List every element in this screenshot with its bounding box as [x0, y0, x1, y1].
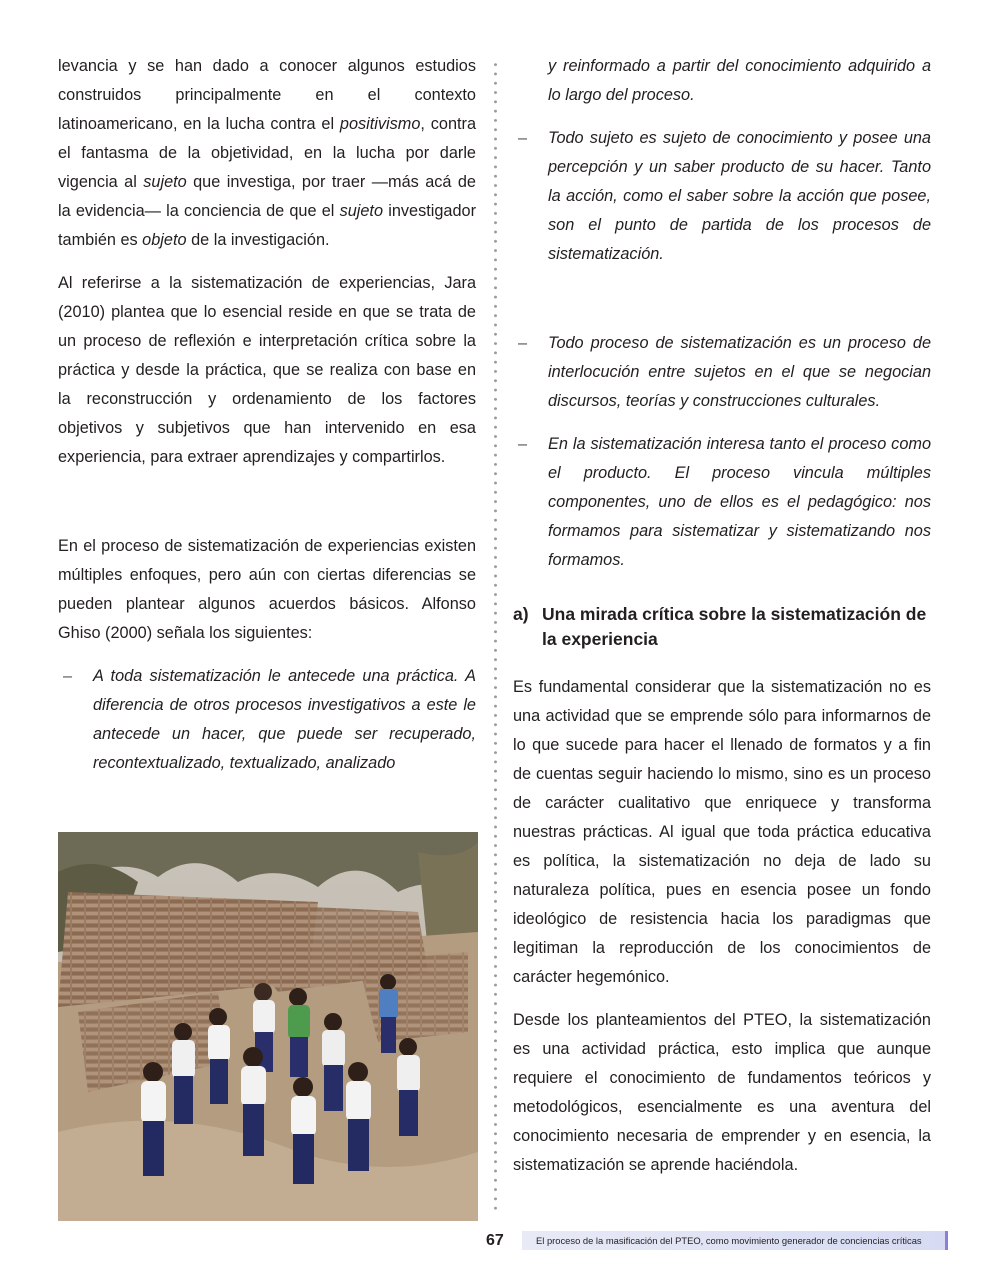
list-item: – A toda sistematización le antecede una práctica. A diferencia de otros procesos investigativos a este le antecede un hacer, que puede ser recuperado, recontextualizado, textualizado, analizado — [58, 662, 476, 778]
bullet-dash: – — [518, 129, 528, 147]
section-marker: a) — [513, 604, 529, 624]
column-divider — [494, 60, 497, 1210]
list-item: – Todo sujeto es sujeto de conocimiento y posee una percepción y un saber producto de su hacer. Tanto la acción, como el saber sobre la acción que posee, son el punto de partida de los procesos de sistematización. — [513, 124, 931, 269]
list-item: – Todo proceso de sistematización es un proceso de interlocución entre sujetos en el que se negocian discursos, teorías y construcciones culturales. — [513, 329, 931, 416]
bullet-dash: – — [518, 435, 528, 453]
paragraph: levancia y se han dado a conocer algunos estudios construidos principalmente en el contexto latinoamericano, en la lucha contra el positivismo, contra el fantasma de la objetividad, en la lucha por darle vigencia al sujeto que investiga, por traer —más acá de la evidencia— la conciencia de que el sujeto investigador también es objeto de la investigación. — [58, 57, 476, 249]
bullet-dash: – — [63, 667, 73, 685]
running-footer: El proceso de la masificación del PTEO, como movimiento generador de conciencias críticas — [522, 1231, 948, 1250]
paragraph: Desde los planteamientos del PTEO, la sistematización es una actividad práctica, esto implica que aunque requiere el conocimiento de fundamentos teóricos y metodológicos, esencialmente es una aventura del conocimiento necesaria de emprender y en esencia, la sistematización se aprende haciéndola. — [513, 1011, 931, 1174]
paragraph: Es fundamental considerar que la sistematización no es una actividad que se emprende sólo para informarnos de lo que sucede para hacer el llenado de formatos y a fin de cuentas seguir haciendo lo mismo, sino es un proceso de carácter cualitativo que enriquece y transforma nuestras prácticas. Al igual que toda práctica educativa es política, la sistematización no deja de lado su naturaleza política, pues en esencia posee un fondo ideológico de resistencia hacia los paradigmas que legitiman la reproducción de los conocimientos de carácter hegemónico. — [513, 678, 931, 986]
page-number: 67 — [486, 1232, 504, 1249]
list-item-continuation: y reinformado a partir del conocimiento adquirido a lo largo del proceso. — [548, 57, 931, 104]
section-heading: a) Una mirada crítica sobre la sistematización de la experiencia — [513, 604, 927, 649]
field-photo — [58, 832, 478, 1221]
list-item: – En la sistematización interesa tanto el proceso como el producto. El proceso vincula múltiples componentes, uno de ellos es el pedagógico: nos formamos para sistematizar y sistematizando nos formamos. — [513, 430, 931, 575]
left-column — [58, 52, 476, 778]
bullet-dash: – — [518, 334, 528, 352]
paragraph: Al referirse a la sistematización de experiencias, Jara (2010) plantea que lo esencial reside en que se trata de un proceso de reflexión e interpretación crítica sobre la práctica y desde la práctica, que se realiza con base en la reconstrucción y ordenamiento de los factores objetivos y subjetivos que han intervenido en esa experiencia, para extraer aprendizajes y compartirlos. — [58, 274, 476, 466]
paragraph: En el proceso de sistematización de experiencias existen múltiples enfoques, pero aún con ciertas diferencias se pueden plantear algunos acuerdos básicos. Alfonso Ghiso (2000) señala los siguientes: — [58, 537, 476, 642]
right-column — [513, 52, 931, 1180]
